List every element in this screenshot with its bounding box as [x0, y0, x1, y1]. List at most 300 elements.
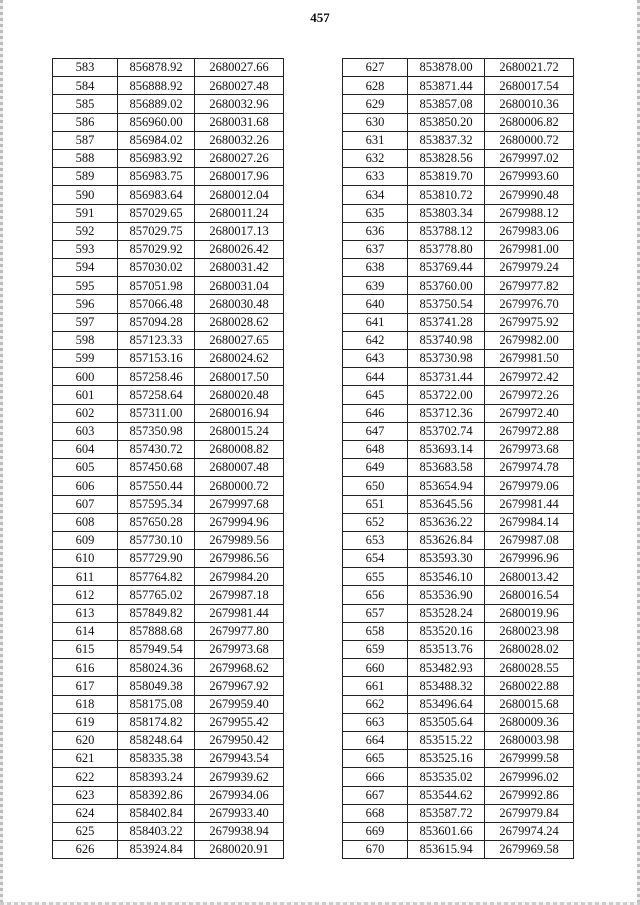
y-coordinate-cell: 2680027.65 [195, 331, 284, 349]
point-number-cell: 641 [343, 313, 408, 331]
point-number-cell: 590 [53, 186, 118, 204]
y-coordinate-cell: 2680026.42 [195, 240, 284, 258]
point-number-cell: 601 [53, 386, 118, 404]
y-coordinate-cell: 2679967.92 [195, 677, 284, 695]
table-row [53, 77, 284, 95]
point-number-cell: 591 [53, 204, 118, 222]
x-coordinate-cell: 853857.08 [408, 95, 485, 113]
x-coordinate-cell: 858174.82 [118, 713, 195, 731]
point-number-cell: 653 [343, 531, 408, 549]
x-coordinate-cell: 857051.98 [118, 277, 195, 295]
table-row [53, 568, 284, 586]
x-coordinate-cell: 857258.64 [118, 386, 195, 404]
table-row [53, 495, 284, 513]
table-row [343, 804, 574, 822]
y-coordinate-cell: 2679969.58 [485, 841, 574, 859]
x-coordinate-cell: 857888.68 [118, 622, 195, 640]
point-number-cell: 605 [53, 459, 118, 477]
table-row [343, 404, 574, 422]
point-number-cell: 618 [53, 695, 118, 713]
point-number-cell: 667 [343, 786, 408, 804]
point-number-cell: 659 [343, 641, 408, 659]
y-coordinate-cell: 2680015.24 [195, 422, 284, 440]
table-row [53, 240, 284, 258]
y-coordinate-cell: 2679996.96 [485, 550, 574, 568]
x-coordinate-cell: 856960.00 [118, 113, 195, 131]
y-coordinate-cell: 2680027.66 [195, 59, 284, 77]
x-coordinate-cell: 858403.22 [118, 822, 195, 840]
y-coordinate-cell: 2680007.48 [195, 459, 284, 477]
y-coordinate-cell: 2679959.40 [195, 695, 284, 713]
point-number-cell: 609 [53, 531, 118, 549]
x-coordinate-cell: 856983.92 [118, 149, 195, 167]
x-coordinate-cell: 857550.44 [118, 477, 195, 495]
point-number-cell: 663 [343, 713, 408, 731]
x-coordinate-cell: 853535.02 [408, 768, 485, 786]
table-row [343, 386, 574, 404]
y-coordinate-cell: 2680020.91 [195, 841, 284, 859]
x-coordinate-cell: 853515.22 [408, 731, 485, 749]
x-coordinate-cell: 856888.92 [118, 77, 195, 95]
x-coordinate-cell: 853626.84 [408, 531, 485, 549]
table-row [53, 277, 284, 295]
coordinates-table-right-body [343, 59, 574, 859]
point-number-cell: 599 [53, 350, 118, 368]
point-number-cell: 610 [53, 550, 118, 568]
x-coordinate-cell: 853810.72 [408, 186, 485, 204]
y-coordinate-cell: 2679992.86 [485, 786, 574, 804]
y-coordinate-cell: 2680022.88 [485, 677, 574, 695]
y-coordinate-cell: 2679988.12 [485, 204, 574, 222]
point-number-cell: 604 [53, 440, 118, 458]
point-number-cell: 662 [343, 695, 408, 713]
x-coordinate-cell: 853769.44 [408, 259, 485, 277]
table-row [343, 750, 574, 768]
x-coordinate-cell: 853693.14 [408, 440, 485, 458]
x-coordinate-cell: 857029.75 [118, 222, 195, 240]
point-number-cell: 594 [53, 259, 118, 277]
table-row [53, 386, 284, 404]
coordinates-table-left [52, 58, 284, 859]
point-number-cell: 584 [53, 77, 118, 95]
table-row [53, 259, 284, 277]
y-coordinate-cell: 2680023.98 [485, 622, 574, 640]
y-coordinate-cell: 2680017.54 [485, 77, 574, 95]
x-coordinate-cell: 853482.93 [408, 659, 485, 677]
table-row [343, 768, 574, 786]
y-coordinate-cell: 2679986.56 [195, 550, 284, 568]
table-row [53, 786, 284, 804]
table-row [53, 841, 284, 859]
table-row [343, 604, 574, 622]
x-coordinate-cell: 857595.34 [118, 495, 195, 513]
y-coordinate-cell: 2680028.62 [195, 313, 284, 331]
table-row [343, 277, 574, 295]
x-coordinate-cell: 853513.76 [408, 641, 485, 659]
x-coordinate-cell: 857949.54 [118, 641, 195, 659]
x-coordinate-cell: 857066.48 [118, 295, 195, 313]
table-row [343, 786, 574, 804]
y-coordinate-cell: 2679977.80 [195, 622, 284, 640]
point-number-cell: 588 [53, 149, 118, 167]
y-coordinate-cell: 2680006.82 [485, 113, 574, 131]
y-coordinate-cell: 2679943.54 [195, 750, 284, 768]
point-number-cell: 668 [343, 804, 408, 822]
x-coordinate-cell: 853828.56 [408, 149, 485, 167]
point-number-cell: 635 [343, 204, 408, 222]
point-number-cell: 617 [53, 677, 118, 695]
table-row [343, 622, 574, 640]
x-coordinate-cell: 853587.72 [408, 804, 485, 822]
table-row [53, 131, 284, 149]
point-number-cell: 642 [343, 331, 408, 349]
y-coordinate-cell: 2679989.56 [195, 531, 284, 549]
y-coordinate-cell: 2679979.84 [485, 804, 574, 822]
table-row [343, 204, 574, 222]
point-number-cell: 627 [343, 59, 408, 77]
table-row [53, 513, 284, 531]
table-row [343, 477, 574, 495]
y-coordinate-cell: 2680032.96 [195, 95, 284, 113]
x-coordinate-cell: 857311.00 [118, 404, 195, 422]
point-number-cell: 603 [53, 422, 118, 440]
point-number-cell: 647 [343, 422, 408, 440]
x-coordinate-cell: 853636.22 [408, 513, 485, 531]
table-row [343, 495, 574, 513]
table-row [343, 659, 574, 677]
point-number-cell: 656 [343, 586, 408, 604]
x-coordinate-cell: 853488.32 [408, 677, 485, 695]
coordinates-table-left-body [53, 59, 284, 859]
x-coordinate-cell: 856878.92 [118, 59, 195, 77]
scan-edge-left [0, 0, 3, 905]
table-row [343, 259, 574, 277]
y-coordinate-cell: 2680024.62 [195, 350, 284, 368]
x-coordinate-cell: 853544.62 [408, 786, 485, 804]
x-coordinate-cell: 853730.98 [408, 350, 485, 368]
table-row [53, 331, 284, 349]
x-coordinate-cell: 853505.64 [408, 713, 485, 731]
point-number-cell: 664 [343, 731, 408, 749]
x-coordinate-cell: 853654.94 [408, 477, 485, 495]
point-number-cell: 623 [53, 786, 118, 804]
point-number-cell: 606 [53, 477, 118, 495]
y-coordinate-cell: 2679938.94 [195, 822, 284, 840]
table-row [53, 713, 284, 731]
y-coordinate-cell: 2679933.40 [195, 804, 284, 822]
point-number-cell: 628 [343, 77, 408, 95]
table-row [343, 550, 574, 568]
table-row [343, 95, 574, 113]
x-coordinate-cell: 856983.75 [118, 168, 195, 186]
table-row [53, 440, 284, 458]
point-number-cell: 645 [343, 386, 408, 404]
table-row [343, 641, 574, 659]
table-row [53, 95, 284, 113]
y-coordinate-cell: 2679975.92 [485, 313, 574, 331]
point-number-cell: 646 [343, 404, 408, 422]
x-coordinate-cell: 853924.84 [118, 841, 195, 859]
point-number-cell: 613 [53, 604, 118, 622]
y-coordinate-cell: 2680027.26 [195, 149, 284, 167]
y-coordinate-cell: 2680011.24 [195, 204, 284, 222]
table-row [343, 568, 574, 586]
x-coordinate-cell: 853601.66 [408, 822, 485, 840]
x-coordinate-cell: 853525.16 [408, 750, 485, 768]
y-coordinate-cell: 2680027.48 [195, 77, 284, 95]
table-row [53, 295, 284, 313]
table-row [343, 368, 574, 386]
point-number-cell: 661 [343, 677, 408, 695]
point-number-cell: 587 [53, 131, 118, 149]
point-number-cell: 658 [343, 622, 408, 640]
table-row [53, 822, 284, 840]
table-row [343, 459, 574, 477]
table-row [343, 713, 574, 731]
point-number-cell: 644 [343, 368, 408, 386]
y-coordinate-cell: 2679973.68 [195, 641, 284, 659]
table-row [343, 222, 574, 240]
x-coordinate-cell: 853741.28 [408, 313, 485, 331]
point-number-cell: 625 [53, 822, 118, 840]
y-coordinate-cell: 2679981.50 [485, 350, 574, 368]
y-coordinate-cell: 2679996.02 [485, 768, 574, 786]
y-coordinate-cell: 2680015.68 [485, 695, 574, 713]
y-coordinate-cell: 2679934.06 [195, 786, 284, 804]
point-number-cell: 616 [53, 659, 118, 677]
table-row [53, 750, 284, 768]
point-number-cell: 608 [53, 513, 118, 531]
table-row [53, 695, 284, 713]
point-number-cell: 630 [343, 113, 408, 131]
table-row [53, 731, 284, 749]
table-row [343, 531, 574, 549]
x-coordinate-cell: 853528.24 [408, 604, 485, 622]
table-row [53, 113, 284, 131]
y-coordinate-cell: 2680031.68 [195, 113, 284, 131]
point-number-cell: 650 [343, 477, 408, 495]
x-coordinate-cell: 853722.00 [408, 386, 485, 404]
y-coordinate-cell: 2680028.55 [485, 659, 574, 677]
point-number-cell: 597 [53, 313, 118, 331]
x-coordinate-cell: 857029.65 [118, 204, 195, 222]
table-row [53, 659, 284, 677]
y-coordinate-cell: 2680012.04 [195, 186, 284, 204]
point-number-cell: 592 [53, 222, 118, 240]
y-coordinate-cell: 2680031.04 [195, 277, 284, 295]
table-row [53, 641, 284, 659]
table-row [53, 477, 284, 495]
point-number-cell: 583 [53, 59, 118, 77]
x-coordinate-cell: 853837.32 [408, 131, 485, 149]
table-row [343, 295, 574, 313]
table-row [343, 440, 574, 458]
table-row [343, 677, 574, 695]
x-coordinate-cell: 858393.24 [118, 768, 195, 786]
x-coordinate-cell: 858335.38 [118, 750, 195, 768]
y-coordinate-cell: 2679981.00 [485, 240, 574, 258]
y-coordinate-cell: 2679979.24 [485, 259, 574, 277]
x-coordinate-cell: 858175.08 [118, 695, 195, 713]
point-number-cell: 655 [343, 568, 408, 586]
table-row [53, 404, 284, 422]
x-coordinate-cell: 857123.33 [118, 331, 195, 349]
table-row [343, 350, 574, 368]
table-row [53, 622, 284, 640]
point-number-cell: 669 [343, 822, 408, 840]
x-coordinate-cell: 853496.64 [408, 695, 485, 713]
point-number-cell: 602 [53, 404, 118, 422]
y-coordinate-cell: 2679972.88 [485, 422, 574, 440]
table-row [53, 677, 284, 695]
x-coordinate-cell: 857450.68 [118, 459, 195, 477]
x-coordinate-cell: 853760.00 [408, 277, 485, 295]
table-row [343, 841, 574, 859]
y-coordinate-cell: 2680030.48 [195, 295, 284, 313]
table-row [343, 695, 574, 713]
y-coordinate-cell: 2680003.98 [485, 731, 574, 749]
point-number-cell: 631 [343, 131, 408, 149]
point-number-cell: 634 [343, 186, 408, 204]
point-number-cell: 649 [343, 459, 408, 477]
table-row [343, 149, 574, 167]
point-number-cell: 657 [343, 604, 408, 622]
x-coordinate-cell: 857350.98 [118, 422, 195, 440]
point-number-cell: 622 [53, 768, 118, 786]
point-number-cell: 612 [53, 586, 118, 604]
point-number-cell: 639 [343, 277, 408, 295]
table-row [343, 77, 574, 95]
point-number-cell: 643 [343, 350, 408, 368]
point-number-cell: 632 [343, 149, 408, 167]
x-coordinate-cell: 857729.90 [118, 550, 195, 568]
point-number-cell: 633 [343, 168, 408, 186]
y-coordinate-cell: 2679979.06 [485, 477, 574, 495]
table-row [53, 168, 284, 186]
x-coordinate-cell: 853740.98 [408, 331, 485, 349]
y-coordinate-cell: 2680009.36 [485, 713, 574, 731]
table-row [53, 604, 284, 622]
y-coordinate-cell: 2680021.72 [485, 59, 574, 77]
y-coordinate-cell: 2680017.13 [195, 222, 284, 240]
y-coordinate-cell: 2679950.42 [195, 731, 284, 749]
x-coordinate-cell: 853712.36 [408, 404, 485, 422]
point-number-cell: 629 [343, 95, 408, 113]
y-coordinate-cell: 2679973.68 [485, 440, 574, 458]
y-coordinate-cell: 2679976.70 [485, 295, 574, 313]
y-coordinate-cell: 2679987.08 [485, 531, 574, 549]
point-number-cell: 638 [343, 259, 408, 277]
table-row [343, 513, 574, 531]
x-coordinate-cell: 857849.82 [118, 604, 195, 622]
x-coordinate-cell: 853788.12 [408, 222, 485, 240]
table-row [53, 204, 284, 222]
x-coordinate-cell: 853645.56 [408, 495, 485, 513]
table-row [343, 822, 574, 840]
table-row [343, 422, 574, 440]
y-coordinate-cell: 2679993.60 [485, 168, 574, 186]
point-number-cell: 607 [53, 495, 118, 513]
y-coordinate-cell: 2679968.62 [195, 659, 284, 677]
x-coordinate-cell: 856984.02 [118, 131, 195, 149]
table-row [53, 531, 284, 549]
point-number-cell: 666 [343, 768, 408, 786]
table-row [343, 331, 574, 349]
y-coordinate-cell: 2680016.54 [485, 586, 574, 604]
x-coordinate-cell: 853819.70 [408, 168, 485, 186]
y-coordinate-cell: 2680032.26 [195, 131, 284, 149]
table-row [343, 186, 574, 204]
x-coordinate-cell: 857153.16 [118, 350, 195, 368]
x-coordinate-cell: 856983.64 [118, 186, 195, 204]
table-row [343, 731, 574, 749]
y-coordinate-cell: 2680028.02 [485, 641, 574, 659]
table-row [343, 586, 574, 604]
table-row [53, 222, 284, 240]
x-coordinate-cell: 857029.92 [118, 240, 195, 258]
x-coordinate-cell: 853683.58 [408, 459, 485, 477]
y-coordinate-cell: 2679972.26 [485, 386, 574, 404]
point-number-cell: 648 [343, 440, 408, 458]
y-coordinate-cell: 2679981.44 [195, 604, 284, 622]
y-coordinate-cell: 2679977.82 [485, 277, 574, 295]
point-number-cell: 670 [343, 841, 408, 859]
x-coordinate-cell: 857765.02 [118, 586, 195, 604]
y-coordinate-cell: 2679972.42 [485, 368, 574, 386]
x-coordinate-cell: 853520.16 [408, 622, 485, 640]
point-number-cell: 636 [343, 222, 408, 240]
x-coordinate-cell: 853546.10 [408, 568, 485, 586]
point-number-cell: 621 [53, 750, 118, 768]
x-coordinate-cell: 853702.74 [408, 422, 485, 440]
point-number-cell: 600 [53, 368, 118, 386]
table-row [53, 313, 284, 331]
y-coordinate-cell: 2679984.20 [195, 568, 284, 586]
x-coordinate-cell: 858248.64 [118, 731, 195, 749]
table-row [53, 59, 284, 77]
y-coordinate-cell: 2679983.06 [485, 222, 574, 240]
y-coordinate-cell: 2679974.78 [485, 459, 574, 477]
y-coordinate-cell: 2680017.50 [195, 368, 284, 386]
y-coordinate-cell: 2680016.94 [195, 404, 284, 422]
point-number-cell: 637 [343, 240, 408, 258]
point-number-cell: 589 [53, 168, 118, 186]
point-number-cell: 654 [343, 550, 408, 568]
point-number-cell: 586 [53, 113, 118, 131]
table-row [343, 240, 574, 258]
point-number-cell: 620 [53, 731, 118, 749]
x-coordinate-cell: 857258.46 [118, 368, 195, 386]
y-coordinate-cell: 2679997.68 [195, 495, 284, 513]
x-coordinate-cell: 853536.90 [408, 586, 485, 604]
x-coordinate-cell: 857030.02 [118, 259, 195, 277]
point-number-cell: 596 [53, 295, 118, 313]
table-row [53, 149, 284, 167]
x-coordinate-cell: 853731.44 [408, 368, 485, 386]
y-coordinate-cell: 2679981.44 [485, 495, 574, 513]
y-coordinate-cell: 2679994.96 [195, 513, 284, 531]
y-coordinate-cell: 2679997.02 [485, 149, 574, 167]
y-coordinate-cell: 2679939.62 [195, 768, 284, 786]
x-coordinate-cell: 858402.84 [118, 804, 195, 822]
x-coordinate-cell: 856889.02 [118, 95, 195, 113]
point-number-cell: 614 [53, 622, 118, 640]
y-coordinate-cell: 2680013.42 [485, 568, 574, 586]
y-coordinate-cell: 2680010.36 [485, 95, 574, 113]
table-row [53, 550, 284, 568]
point-number-cell: 640 [343, 295, 408, 313]
point-number-cell: 626 [53, 841, 118, 859]
